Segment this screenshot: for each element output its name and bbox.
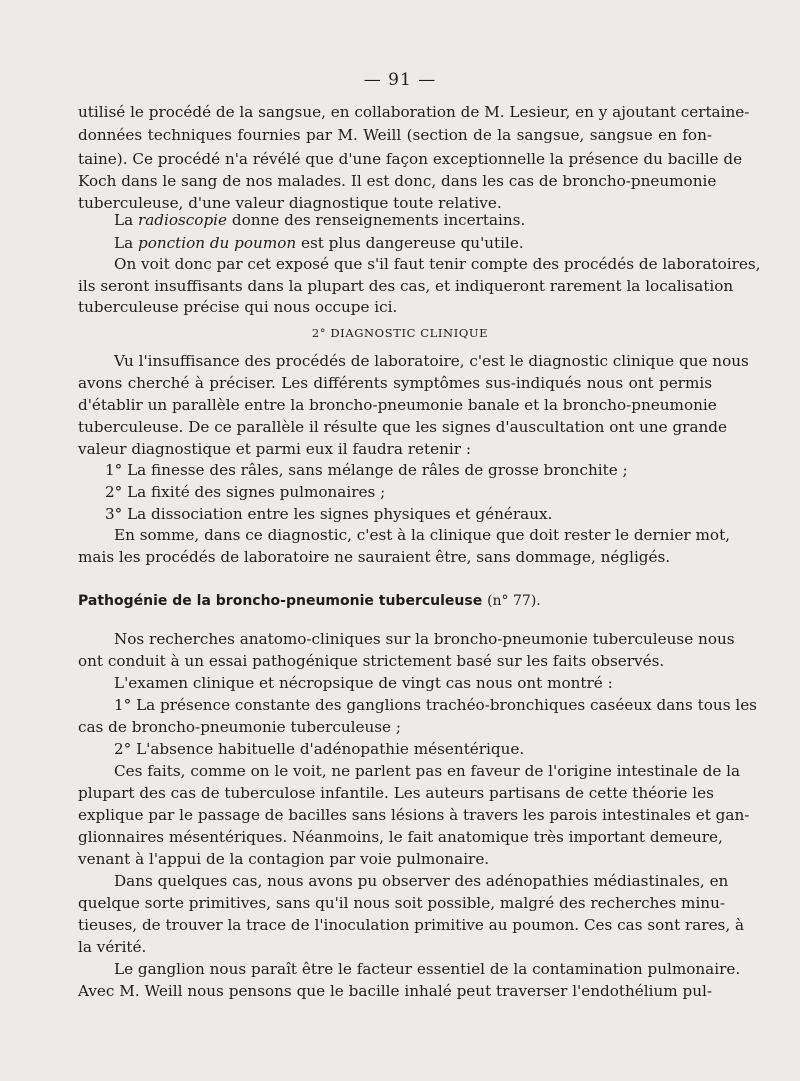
text-line: Vu l'insuffisance des procédés de laboratoire, c'est le diagnostic clinique que nous <box>114 352 749 370</box>
text-line: Dans quelques cas, nous avons pu observer des adénopathies médiastinales, en <box>114 872 729 890</box>
text-line: plupart des cas de tuberculose infantile. Les auteurs partisans de cette théorie les <box>78 784 714 802</box>
list-item: 1° La finesse des râles, sans mélange de râles de grosse bronchite ; <box>105 461 628 479</box>
text-line: ils seront insuffisants dans la plupart des cas, et indiqueront rarement la localisation <box>78 277 734 295</box>
text-line: explique par le passage de bacilles sans lésions à travers les parois intestinales et gan- <box>78 806 750 824</box>
subheading: 2° DIAGNOSTIC CLINIQUE <box>311 326 489 340</box>
list-item: 3° La dissociation entre les signes physiques et généraux. <box>105 505 553 523</box>
text-line: avons cherché à préciser. Les différents symptômes sus-indiqués nous ont permis <box>78 374 712 392</box>
text-line: Koch dans le sang de nos malades. Il est donc, dans les cas de broncho-pneumonie <box>78 172 717 190</box>
page-number: — 91 — <box>363 70 437 90</box>
text-line: venant à l'appui de la contagion par voie pulmonaire. <box>78 850 490 868</box>
text-line: L'examen clinique et nécropsique de vingt cas nous ont montré : <box>114 674 613 692</box>
text-line: Le ganglion nous paraît être le facteur essentiel de la contamination pulmonaire. <box>114 960 741 978</box>
text-line: données techniques fournies par M. Weill (section de la sangsue, sangsue en fon- <box>78 126 712 144</box>
text-line: mais les procédés de laboratoire ne sauraient être, sans dommage, négligés. <box>78 548 671 566</box>
list-item: cas de broncho-pneumonie tuberculeuse ; <box>78 718 401 736</box>
text-line: On voit donc par cet exposé que s'il faut tenir compte des procédés de laboratoires, <box>114 255 761 273</box>
text-line: taine). Ce procédé n'a révélé que d'une façon exceptionnelle la présence du bacille de <box>78 150 743 168</box>
text-line: Avec M. Weill nous pensons que le bacille inhalé peut traverser l'endothélium pul- <box>78 982 712 1000</box>
text-line: d'établir un parallèle entre la broncho-pneumonie banale et la broncho-pneumonie <box>78 396 717 414</box>
text-line: valeur diagnostique et parmi eux il faudra retenir : <box>78 440 471 458</box>
text-line: ont conduit à un essai pathogénique strictement basé sur les faits observés. <box>78 652 665 670</box>
text-line: glionnaires mésentériques. Néanmoins, le fait anatomique très important demeure, <box>78 828 723 846</box>
list-item: 2° La fixité des signes pulmonaires ; <box>105 483 386 501</box>
list-item: 1° La présence constante des ganglions trachéo-bronchiques caséeux dans tous les <box>114 696 757 714</box>
text-line: tuberculeuse précise qui nous occupe ici. <box>78 298 398 316</box>
text-line: La ponction du poumon est plus dangereuse qu'utile. <box>114 234 524 252</box>
text-line: tuberculeuse, d'une valeur diagnostique toute relative. <box>78 194 502 212</box>
text-line: tieuses, de trouver la trace de l'inoculation primitive au poumon. Ces cas sont rares, à <box>78 916 745 934</box>
text-line: la vérité. <box>78 938 147 956</box>
text-line: La radioscopie donne des renseignements incertains. <box>114 211 526 229</box>
text-line: utilisé le procédé de la sangsue, en collaboration de M. Lesieur, en y ajoutant certaine- <box>78 103 750 121</box>
text-line: tuberculeuse. De ce parallèle il résulte que les signes d'auscultation ont une grande <box>78 418 727 436</box>
section-title: Pathogénie de la broncho-pneumonie tuberculeuse (n° 77). <box>78 593 541 609</box>
text-line: Ces faits, comme on le voit, ne parlent pas en faveur de l'origine intestinale de la <box>114 762 741 780</box>
text-line: En somme, dans ce diagnostic, c'est à la clinique que doit rester le dernier mot, <box>114 526 730 544</box>
text-line: quelque sorte primitives, sans qu'il nous soit possible, malgré des recherches minu- <box>78 894 725 912</box>
text-line: Nos recherches anatomo-cliniques sur la broncho-pneumonie tuberculeuse nous <box>114 630 735 648</box>
list-item: 2° L'absence habituelle d'adénopathie mésentérique. <box>114 740 525 758</box>
